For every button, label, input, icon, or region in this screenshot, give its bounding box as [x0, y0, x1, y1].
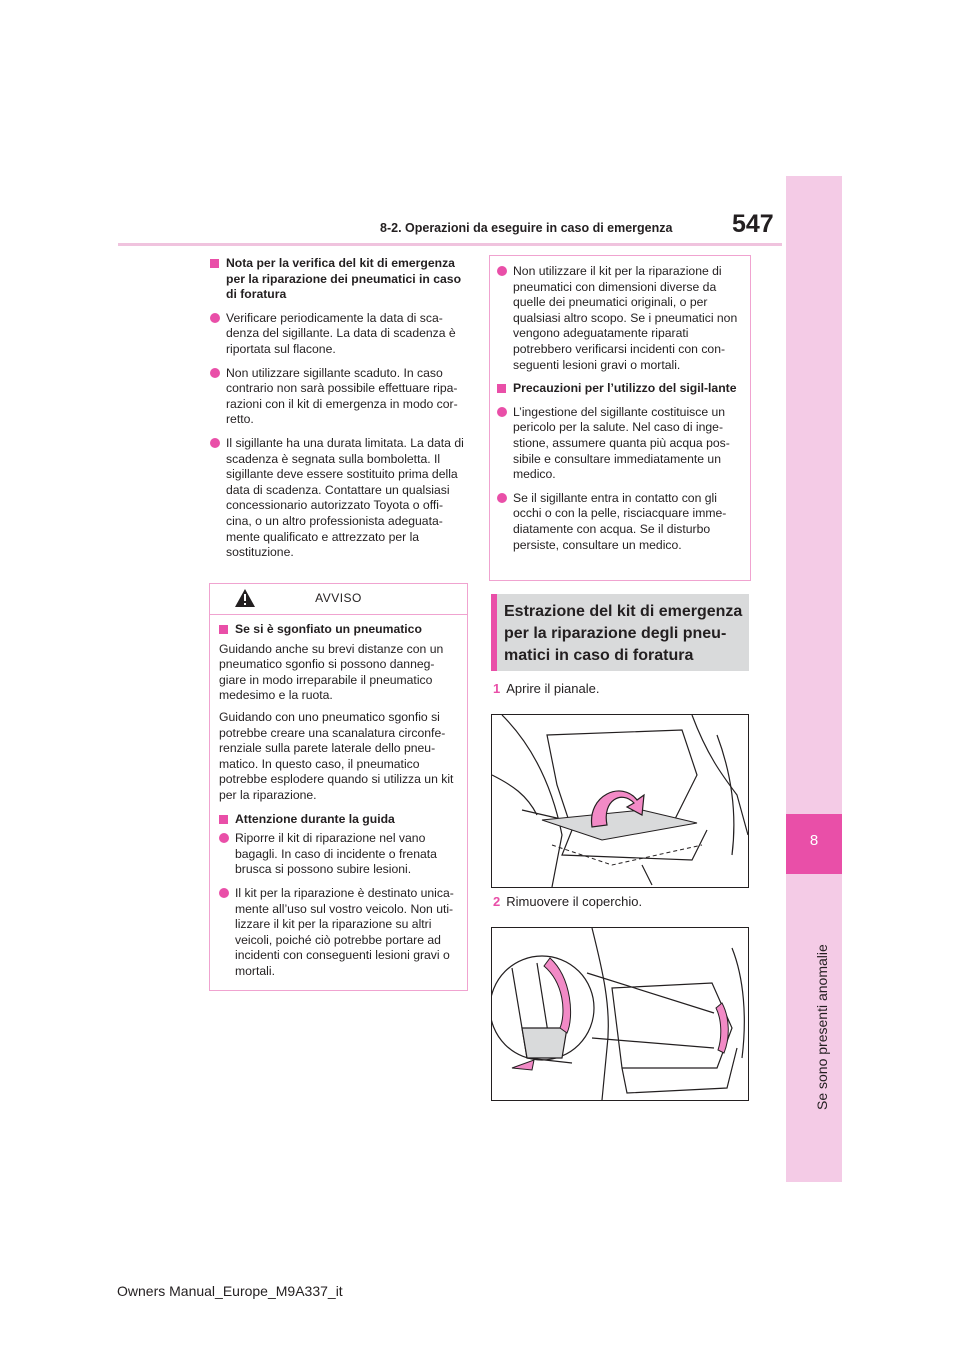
list-item: Il sigillante ha una durata limitata. La data di scadenza è segnata sulla bomboletta. Il sigillante deve essere sostituito prima della data di scadenza. Contattare un qualsiasi concessionario autorizzato Toyota o offi-cina, o un altro professionista adeguata-mente qualificato e attrezzato per la sostituzione. [210, 436, 468, 561]
step-1 [493, 681, 599, 696]
step-number: 1 [493, 681, 501, 696]
step-number: 2 [493, 894, 501, 909]
list-item: Se il sigillante entra in contatto con gli occhi o con la pelle, risciacquare imme-diatamente con acqua. Se il disturbo persiste, consultare un medico. [497, 491, 744, 553]
warning-box [209, 583, 468, 991]
header-rule [118, 243, 782, 246]
warning-header [210, 584, 467, 615]
cargo-floor-illustration [492, 715, 748, 887]
list-item: Verificare periodicamente la data di sca-denza del sigillante. La data di scadenza è riportata sul flacone. [210, 311, 468, 358]
warning-title: AVVISO [315, 591, 362, 605]
step-text: Rimuovere il coperchio. [506, 894, 643, 909]
step-text: Aprire il pianale. [506, 681, 600, 696]
list-item: Il kit per la riparazione è destinato unica-mente all’uso sul vostro veicolo. Non uti-lizzare il kit per la riparazione su altri veicoli, poiché ciò potrebbe portare ad incidenti con conseguenti lesioni gravi o mortali. [219, 886, 461, 980]
circle-bullet-icon [219, 888, 229, 898]
square-bullet-icon [497, 384, 506, 393]
page-number: 547 [732, 210, 774, 238]
step-2 [493, 894, 642, 909]
warning-paragraph: Guidando con uno pneumatico sgonfio si potrebbe creare una scanalatura circonfe-renziale sulla parete laterale dello pneu-matico. In questo caso, il pneumatico potrebbe esplodere quando si utilizza un kit per la riparazione. [219, 709, 454, 802]
pull-arrow-icon [512, 1060, 534, 1070]
square-bullet-icon [219, 625, 228, 634]
list-item: Riporre il kit di riparazione nel vano bagagli. In caso di incidente o frenata brusca si possono subire lesioni. [219, 831, 461, 878]
warning-heading: Attenzione durante la guida [219, 812, 461, 828]
circle-bullet-icon [497, 493, 507, 503]
warning-heading: Se si è sgonfiato un pneumatico [219, 622, 461, 638]
chapter-title: Se sono presenti anomalie [814, 944, 830, 1110]
figure-remove-cover [491, 927, 749, 1101]
left-column [210, 256, 468, 569]
circle-bullet-icon [497, 266, 507, 276]
warning-paragraph: Guidando anche su brevi distanze con un pneumatico sgonfio si possono danneg-giare in modo irreparabile il pneumatico medesimo e la ruota. [219, 641, 444, 703]
list-item: L’ingestione del sigillante costituisce un pericolo per la salute. Nel caso di inge-stione, assumere quanta più acqua pos-sibile e consultare immediatamente un medico. [497, 405, 744, 483]
circle-bullet-icon [497, 407, 507, 417]
section-heading-title: Estrazione del kit di emergenza per la riparazione degli pneu-matici in caso di foratura [504, 603, 743, 664]
note-heading: Nota per la verifica del kit di emergenza per la riparazione dei pneumatici in caso di foratura [210, 256, 468, 303]
square-bullet-icon [210, 259, 219, 268]
circle-bullet-icon [210, 438, 220, 448]
caution-box [489, 255, 751, 581]
list-item: Non utilizzare il kit per la riparazione di pneumatici con dimensioni diverse da quelle dei pneumatici originali, o per qualsiasi altro scopo. Se i pneumatici non vengono adeguatamente riparati potrebbero verificarsi incidenti con con-seguenti lesioni gravi o mortali. [497, 264, 744, 373]
section-header-title: 8-2. Operazioni da eseguire in caso di emergenza [380, 221, 673, 235]
square-bullet-icon [219, 815, 228, 824]
circle-bullet-icon [210, 313, 220, 323]
chapter-number: 8 [809, 832, 819, 849]
circle-bullet-icon [210, 368, 220, 378]
footer-manual-id: Owners Manual_Europe_M9A337_it [117, 1283, 343, 1299]
list-item: Non utilizzare sigillante scaduto. In caso contrario non sarà possibile effettuare ripa-razioni con il kit di emergenza in modo cor-retto. [210, 366, 468, 428]
cover-removal-illustration [492, 928, 748, 1100]
figure-open-floor [491, 714, 749, 888]
circle-bullet-icon [219, 833, 229, 843]
section-heading-accent [491, 594, 497, 671]
caution-heading: Precauzioni per l’utilizzo del sigil-lante [497, 381, 744, 397]
warning-body [210, 615, 467, 979]
